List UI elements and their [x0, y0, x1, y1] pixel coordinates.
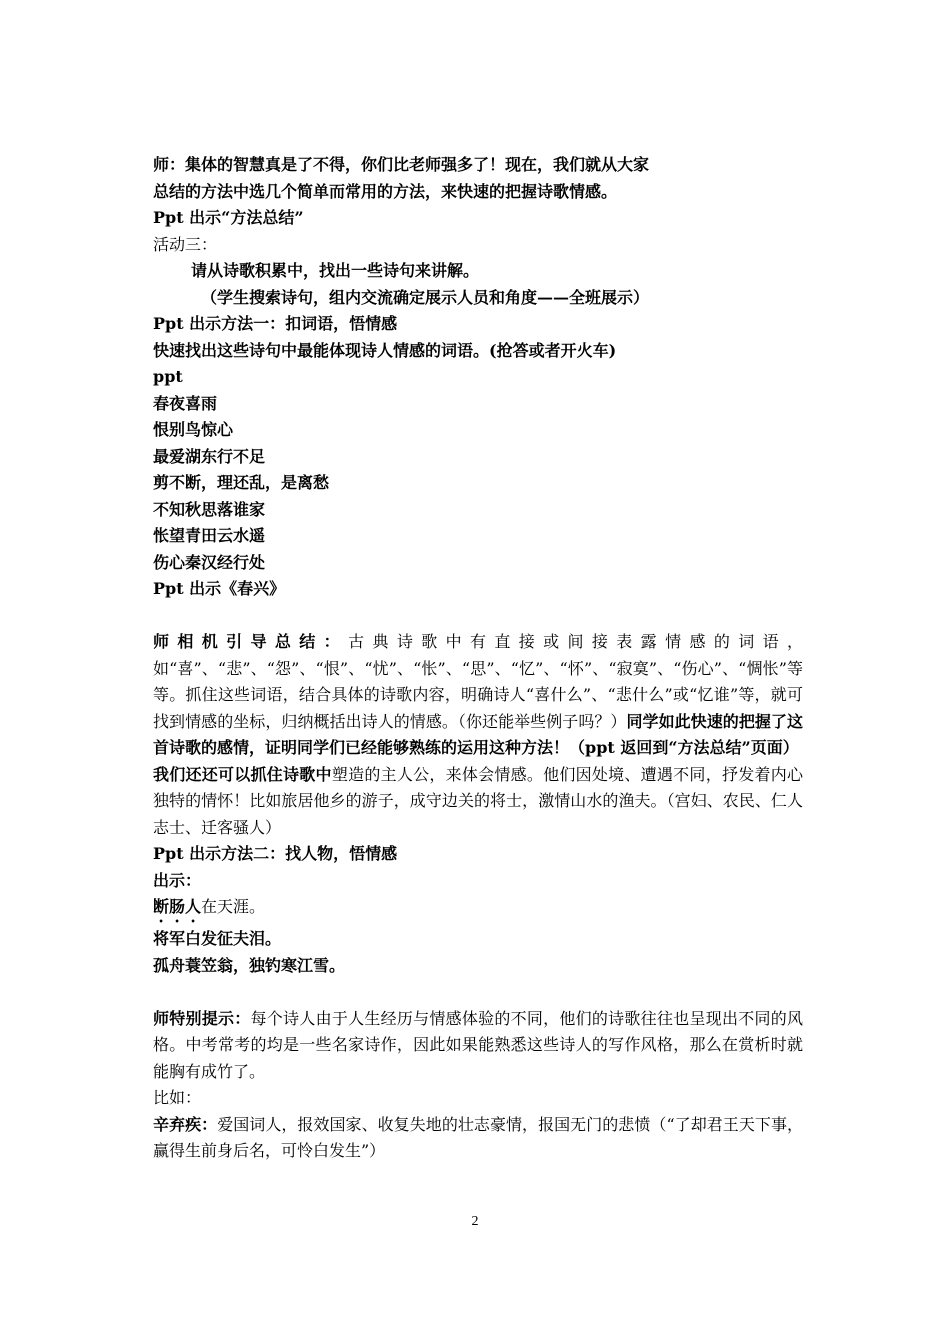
ppt-label: ppt: [153, 367, 183, 386]
example-line-3: 孤舟蓑笠翁，独钓寒江雪。: [153, 955, 346, 975]
example-line-1: [153, 894, 803, 926]
method-one-task: 快速找出这些诗句中最能体现诗人情感的词语。(抢答或者开火车): [153, 340, 617, 360]
page-number: 2: [471, 1214, 479, 1229]
poem-line: 恨别鸟惊心: [153, 420, 234, 439]
poet-paragraph: [153, 1112, 803, 1165]
summary-body: 古典诗歌中有直接或间接表露情感的词语，如“喜”、“悲”、“怨”、“恨”、“忧”、“怅”、“思”、“忆”、“怀”、“寂寞”、“伤心”、“惆怅”等等。抓住这些词语，结合具体的诗歌内容，明确诗人“喜什么”、“悲什么”或“忆谁”等，就可找到情感的坐标，归纳概括出诗人的情感。（你还能举些例子吗？）: [153, 632, 803, 731]
character-lead: 我们还还可以抓住诗歌中: [153, 764, 332, 784]
document-page: [153, 152, 803, 1165]
poet-name: 辛弃疾：: [153, 1114, 218, 1134]
poem-line: 春夜喜雨: [153, 393, 218, 413]
poem-line: 伤心秦汉经行处: [153, 552, 266, 572]
example-line-2: 将军白发征夫泪。: [153, 929, 282, 948]
poem-line: 怅望青田云水遥: [153, 526, 266, 545]
example-rest: 在天涯。: [201, 897, 266, 916]
tip-lead: 师特别提示：: [153, 1008, 251, 1028]
character-body: 塑造的主人公，来体会情感。他们因处境、遭遇不同，抒发着内心独特的情怀！比如旅居他乡的游子，成守边关的将士，激情山水的渔夫。（宫妇、农民、仁人志士、迁客骚人）: [153, 764, 803, 837]
tip-example: 比如：: [153, 1088, 202, 1107]
poet-body: 爱国词人，报效国家、收复失地的壮志豪情，报国无门的悲愤（“了却君王天下事，赢得生前身后名，可怜白发生”）: [153, 1114, 803, 1160]
method-two-show: 出示：: [153, 870, 202, 890]
teacher-remark-cont: 总结的方法中选几个简单而常用的方法，来快速的把握诗歌情感。: [153, 181, 618, 201]
activity-note: （学生搜索诗句，组内交流确定展示人员和角度——全班展示）: [201, 287, 650, 307]
character-paragraph: [153, 762, 803, 842]
tip-paragraph: [153, 1006, 803, 1086]
method-one-title: Ppt 出示方法一：扣词语，悟情感: [153, 314, 398, 333]
summary-bold-tail: 同学如此快速的把握了这首诗歌的感情，证明同学们已经能够熟练的运用这种方法！（ppt 返回到“方法总结”页面）: [153, 711, 803, 757]
poem-line: 剪不断，理还乱，是离愁: [153, 473, 330, 492]
activity-instruction: 请从诗歌积累中，找出一些诗句来讲解。: [191, 261, 480, 280]
ppt-method-summary: Ppt 出示“方法总结”: [153, 208, 304, 227]
teacher-remark: 师：集体的智慧真是了不得，你们比老师强多了！现在，我们就从大家: [153, 155, 650, 174]
poem-line: 最爱湖东行不足: [153, 446, 266, 466]
poem-line: 不知秋思落谁家: [153, 499, 266, 519]
tip-body: 每个诗人由于人生经历与情感体验的不同，他们的诗歌往往也呈现出不同的风格。中考常考的均是一些名家诗作，因此如果能熟悉这些诗人的写作风格，那么在赏析时就能胸有成竹了。: [153, 1008, 803, 1081]
summary-paragraph: [153, 629, 803, 762]
summary-lead: 师相机引导总结：: [153, 632, 349, 651]
ppt-chunxing: Ppt 出示《春兴》: [153, 579, 286, 598]
activity-three-heading: 活动三：: [153, 234, 218, 254]
example-emphasis: 断肠人: [153, 897, 202, 916]
method-two-title: Ppt 出示方法二：找人物，悟情感: [153, 844, 398, 863]
